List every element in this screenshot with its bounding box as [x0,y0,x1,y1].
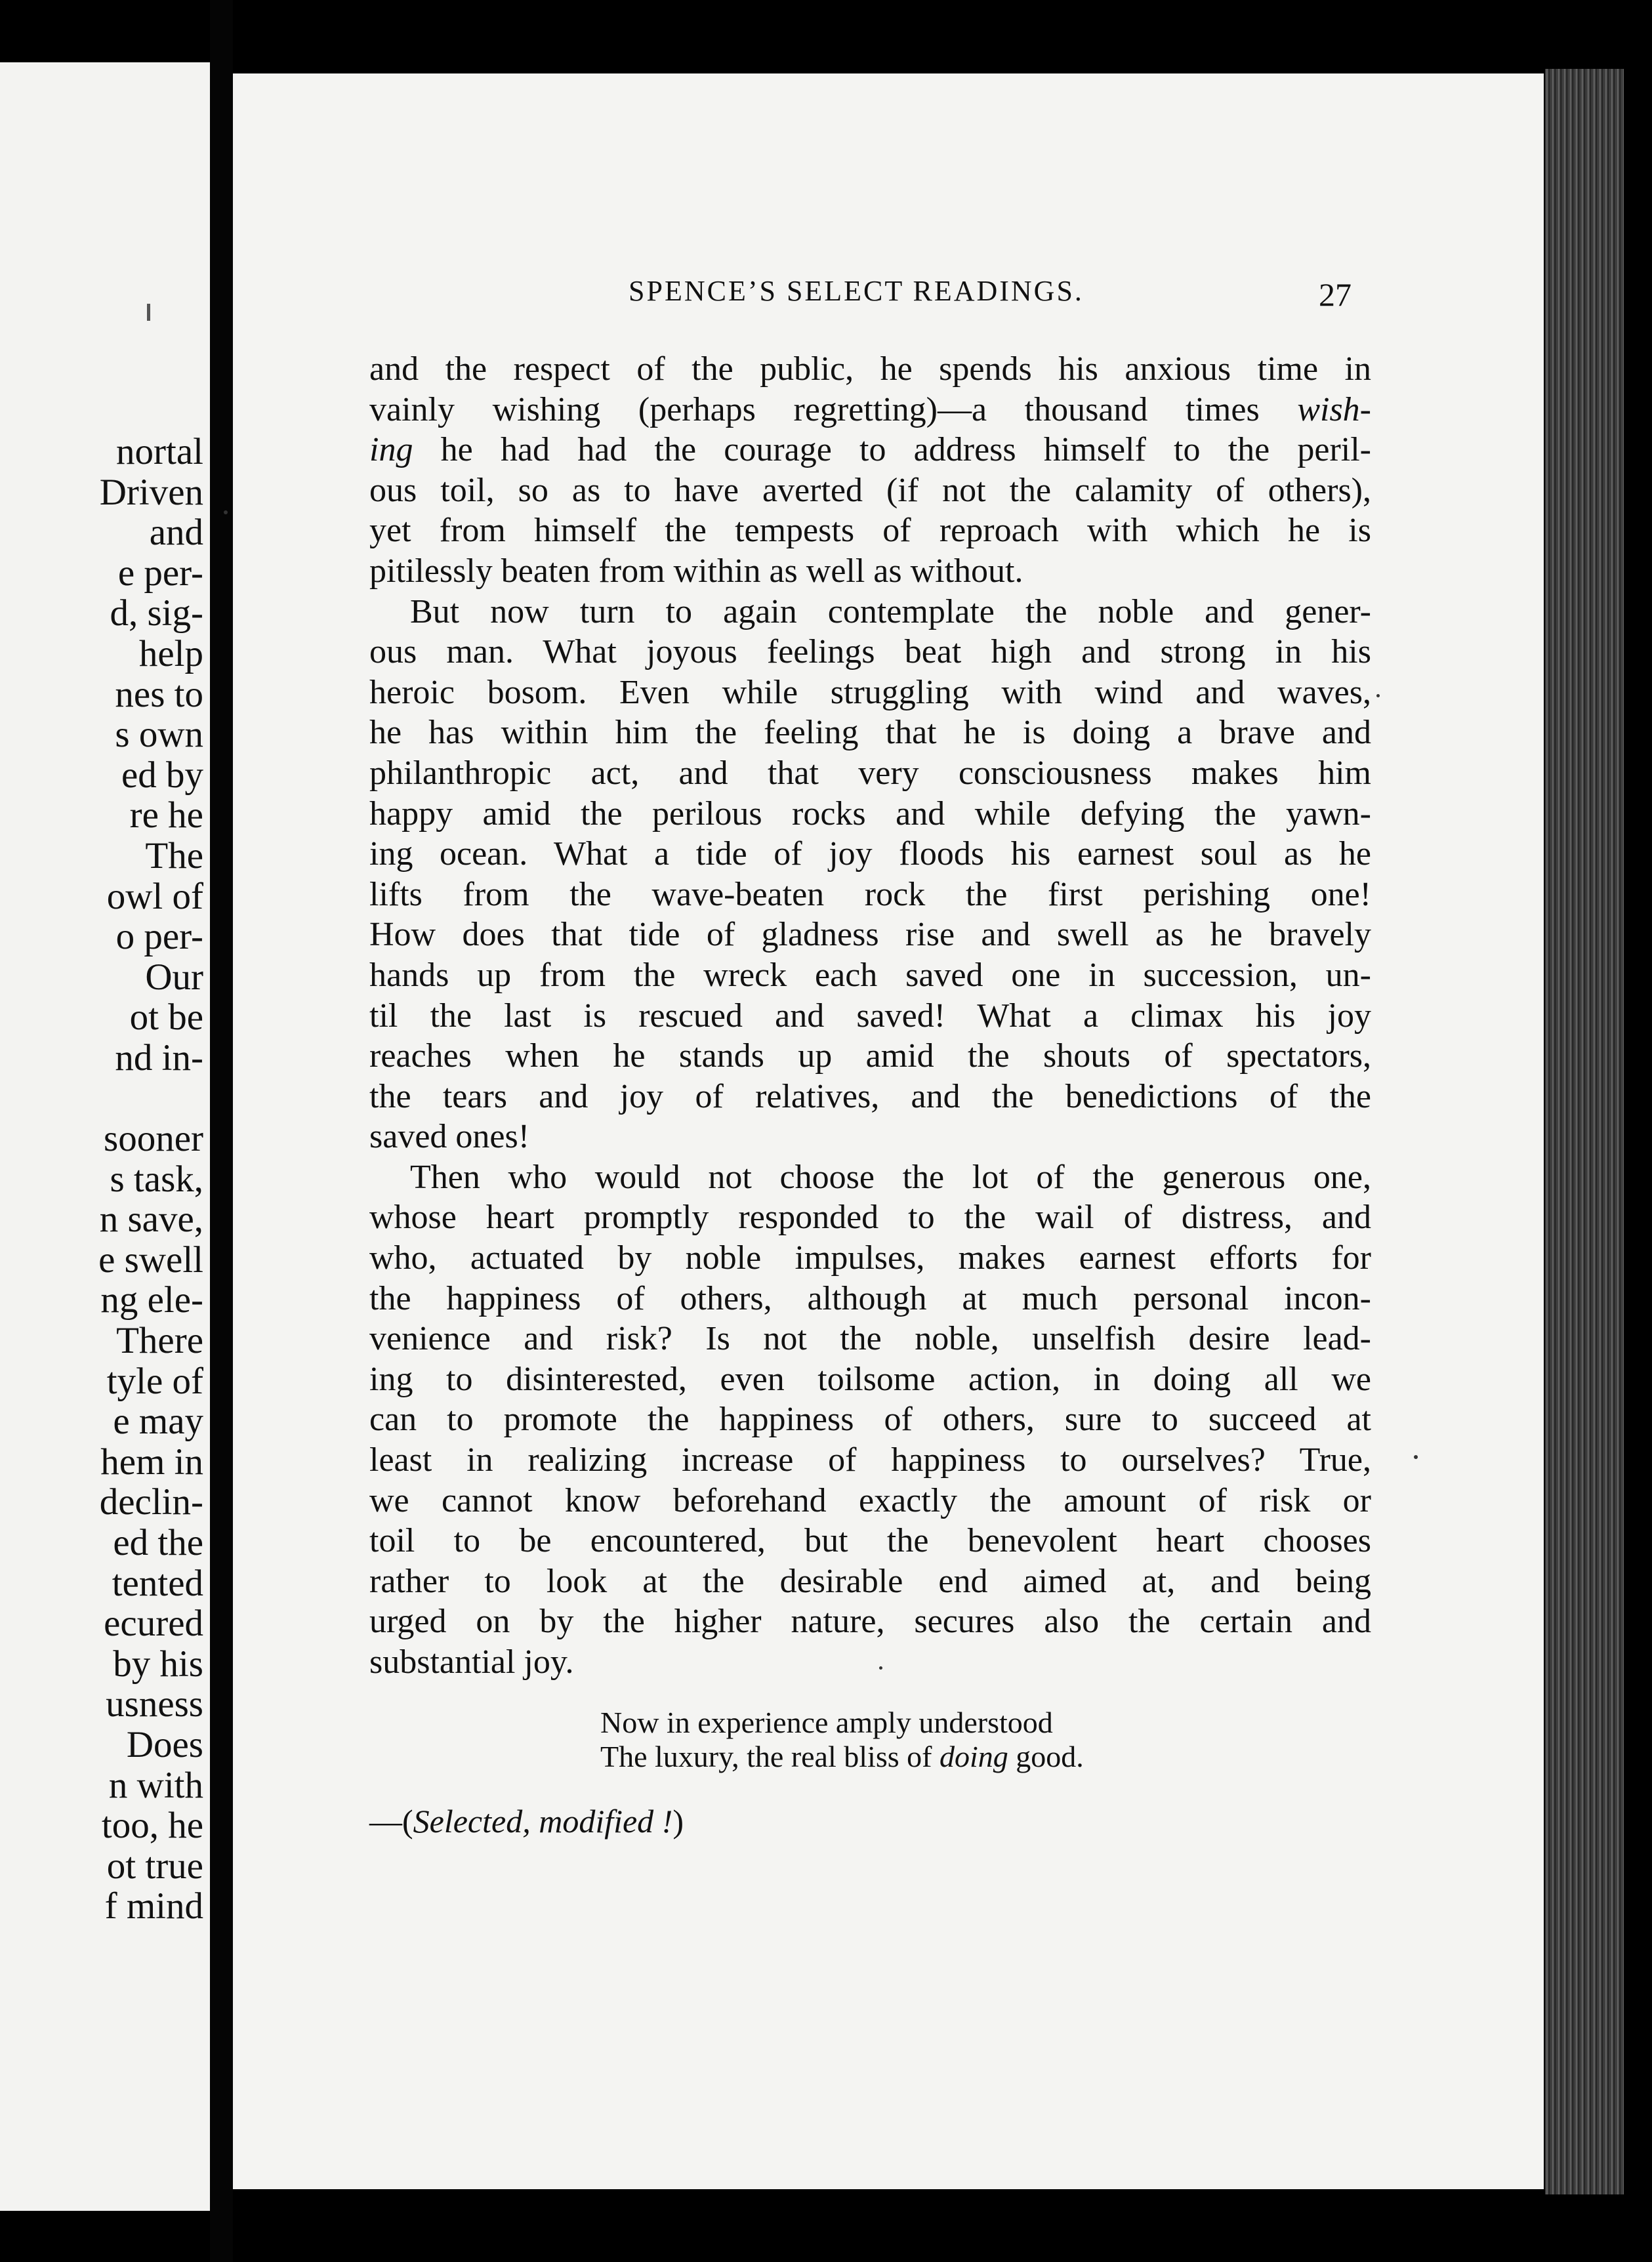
previous-page-line: n with [108,1764,203,1806]
text-line: saved ones! [369,1118,530,1156]
verse-line-2 [600,1740,1084,1774]
previous-page-line: ng ele- [100,1279,203,1321]
text-line: hands up from the wreck each saved one in succession, un- [369,956,1371,994]
previous-page-line: nes to [115,673,203,715]
previous-page-line: s task, [110,1158,203,1200]
text-line: rather to look at the desirable end aimed at, and being [369,1562,1371,1600]
text-line: til the last is rescued and saved! What a climax his joy [369,997,1371,1035]
body-text [369,349,1371,1683]
previous-page-line: owl of [106,875,203,917]
previous-page-line: nd in- [115,1037,203,1079]
previous-page-line: d, sig- [110,592,203,634]
verse-line-1: Now in experience amply understood [600,1706,1053,1739]
margin-mark [147,304,150,321]
previous-page-text [0,432,203,1927]
previous-page-line: and [149,512,203,554]
verse-line-2-start: The luxury, the real bliss of [600,1740,940,1773]
previous-page-line: The [145,834,203,876]
previous-page-line: n save, [99,1199,203,1241]
text-line: How does that tide of gladness rise and swell as he bravely [369,916,1371,954]
verse-quote [600,1706,1084,1774]
attribution [369,1802,684,1840]
text-line: whose heart promptly responded to the wail of distress, and [369,1199,1371,1237]
book-gutter [210,0,233,2262]
text-line: venience and risk? Is not the noble, unselfish desire lead- [369,1320,1371,1358]
text-line: Then who would not choose the lot of the generous one, [410,1158,1371,1196]
text-line: least in realizing increase of happiness to ourselves? True, [369,1441,1371,1479]
text-line [369,390,1371,430]
text-line: the happiness of others, although at much personal incon- [369,1279,1371,1317]
previous-page-line: ot true [106,1845,203,1887]
text-segment: he had had the courage to address himself to the peril- [413,431,1371,469]
page-edges [1545,69,1624,2194]
running-head: SPENCE’S SELECT READINGS. [629,275,1084,307]
previous-page-line: Our [145,956,203,998]
previous-page-line: sooner [104,1118,203,1160]
text-line: and the respect of the public, he spends his anxious time in [369,350,1371,388]
previous-page-line: too, he [101,1805,203,1847]
italic-word: ing [369,431,413,469]
previous-page-line: Does [126,1724,203,1765]
text-line: reaches when he stands up amid the shouts of spectators, [369,1037,1371,1075]
page-number: 27 [1319,276,1352,313]
italic-word: wish- [1297,390,1371,428]
previous-page-line: e may [113,1401,203,1443]
previous-page-line: help [138,632,203,674]
text-line: can to promote the happiness of others, sure to succeed at [369,1401,1371,1439]
previous-page-line: tented [112,1562,203,1604]
previous-page-line: o per- [115,916,203,958]
text-line: yet from himself the tempests of reproach with which he is [369,512,1371,550]
previous-page-line: f mind [104,1885,203,1927]
previous-page-line: tyle of [106,1360,203,1402]
text-line: heroic bosom. Even while struggling with wind and waves, [369,673,1371,711]
previous-page-line: re he [129,794,203,836]
text-segment: vainly wishing (perhaps regretting)—a thousand times [369,390,1298,428]
previous-page-line: by his [113,1643,203,1685]
previous-page-line: nortal [116,431,203,472]
previous-page-line: ed the [113,1522,203,1564]
previous-page-line: ecured [104,1603,203,1645]
previous-page-line: ot be [129,997,203,1038]
previous-page-line: declin- [99,1481,203,1523]
text-line: substantial joy. [369,1643,574,1681]
previous-page-line: s own [115,714,203,756]
previous-page-fragment [0,62,210,2211]
text-line: ous man. What joyous feelings beat high and strong in his [369,633,1371,671]
text-line: who, actuated by noble impulses, makes earnest efforts for [369,1239,1371,1277]
previous-page-line: e per- [117,552,203,594]
previous-page-line: hem in [100,1441,203,1483]
verse-line-2-end: good. [1008,1740,1084,1773]
speck [1414,1455,1418,1459]
verse-line-2-italic: doing [939,1740,1008,1773]
text-line: ing ocean. What a tide of joy floods his earnest soul as he [369,835,1371,873]
attribution-close: ) [672,1803,684,1840]
speck [1376,694,1380,697]
text-line: lifts from the wave-beaten rock the first perishing one! [369,875,1371,913]
previous-page-line: Driven [99,471,203,513]
speck [879,1666,882,1670]
text-line: we cannot know beforehand exactly the amount of risk or [369,1481,1371,1519]
text-line: toil to be encountered, but the benevolent heart chooses [369,1522,1371,1560]
text-line: the tears and joy of relatives, and the benedictions of the [369,1077,1371,1115]
text-line: he has within him the feeling that he is doing a brave and [369,714,1371,752]
previous-page-line [0,1079,203,1119]
text-line: happy amid the perilous rocks and while defying the yawn- [369,794,1371,833]
text-line: ing to disinterested, even toilsome action, in doing all we [369,1360,1371,1398]
attribution-source: Selected, modified ! [413,1803,673,1840]
previous-page-line: usness [106,1683,203,1725]
previous-page-line: ed by [121,754,203,796]
text-line: pitilessly beaten from within as well as without. [369,552,1023,590]
text-line [369,430,1371,470]
previous-page-line: There [116,1320,203,1362]
text-line: But now turn to again contemplate the noble and gener- [410,592,1371,630]
text-line: urged on by the higher nature, secures also the certain and [369,1603,1371,1641]
previous-page-line: e swell [98,1239,203,1281]
text-line: philanthropic act, and that very consciousness makes him [369,754,1371,792]
attribution-open: —( [369,1803,413,1840]
speck [224,510,228,514]
text-line: ous toil, so as to have averted (if not the calamity of others), [369,471,1371,509]
